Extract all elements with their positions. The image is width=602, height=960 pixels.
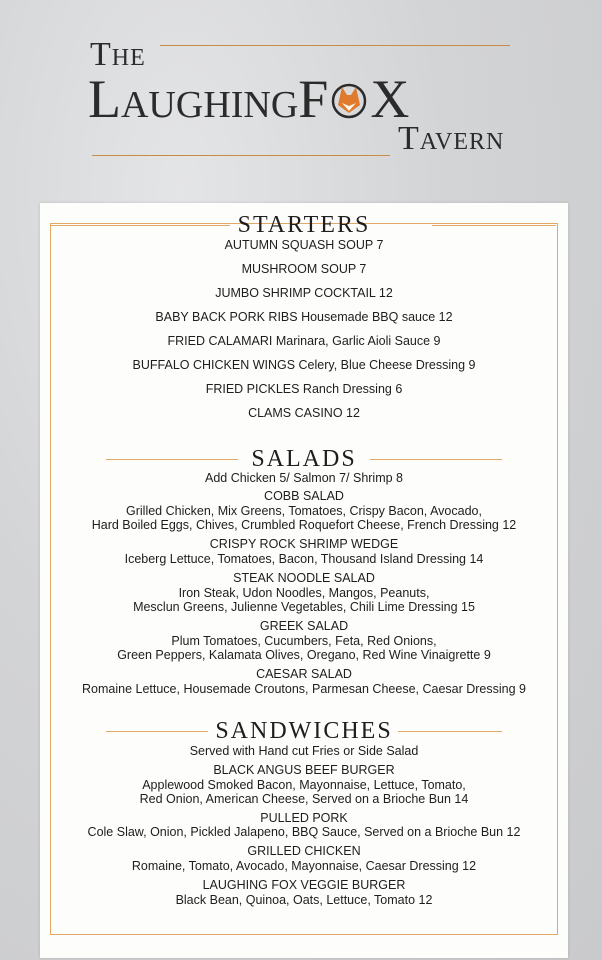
salad-name: GREEK SALAD: [259, 619, 349, 633]
sandwich-name: LAUGHING FOX VEGGIE BURGER: [202, 878, 406, 892]
sandwich-desc: Applewood Smoked Bacon, Mayonnaise, Lettuce, Tomato,: [142, 778, 466, 792]
sandwiches-side-note: Served with Hand cut Fries or Side Salad: [189, 744, 419, 758]
sandwich-name: GRILLED CHICKEN: [247, 844, 361, 858]
salads-addon-note: Add Chicken 5/ Salmon 7/ Shrimp 8: [204, 471, 404, 485]
sandwich-name: BLACK ANGUS BEEF BURGER: [213, 763, 395, 777]
salad-desc: Plum Tomatoes, Cucumbers, Feta, Red Onions,: [171, 634, 437, 648]
salad-name: CRISPY ROCK SHRIMP WEDGE: [209, 537, 399, 551]
salad-desc: Iceberg Lettuce, Tomatoes, Bacon, Thousand Island Dressing 14: [124, 552, 484, 566]
starter-item: AUTUMN SQUASH SOUP 7: [224, 238, 384, 252]
sandwich-desc: Red Onion, American Cheese, Served on a Brioche Bun 14: [139, 792, 469, 806]
logo-tavern: Tavern: [398, 120, 505, 157]
sandwich-desc: Black Bean, Quinoa, Oats, Lettuce, Tomato 12: [175, 893, 433, 907]
salads-heading: SALADS: [251, 446, 357, 472]
starter-item: BUFFALO CHICKEN WINGS Celery, Blue Cheese Dressing 9: [132, 358, 476, 372]
salad-desc: Hard Boiled Eggs, Chives, Crumbled Roquefort Cheese, French Dressing 12: [91, 518, 517, 532]
fox-head-icon: [328, 70, 370, 110]
starter-item: FRIED PICKLES Ranch Dressing 6: [205, 382, 403, 396]
logo-the: The: [90, 36, 146, 73]
starter-item: FRIED CALAMARI Marinara, Garlic Aioli Sauce 9: [167, 334, 441, 348]
salad-name: COBB SALAD: [264, 489, 344, 503]
salad-desc: Romaine Lettuce, Housemade Croutons, Parmesan Cheese, Caesar Dressing 9: [82, 682, 526, 696]
starter-item: BABY BACK PORK RIBS Housemade BBQ sauce 12: [155, 310, 453, 324]
sandwich-desc: Romaine, Tomato, Avocado, Mayonnaise, Caesar Dressing 12: [131, 859, 477, 873]
starter-item: CLAMS CASINO 12: [248, 406, 360, 420]
logo-top-rule: [160, 45, 510, 46]
logo-bottom-rule: [92, 155, 390, 156]
logo-laughing-text: LaughingF: [88, 69, 329, 129]
salad-name: STEAK NOODLE SALAD: [233, 571, 375, 585]
salad-desc: Iron Steak, Udon Noodles, Mangos, Peanuts,: [178, 586, 430, 600]
logo-laughing-fox: [88, 68, 409, 130]
starters-heading: STARTERS: [237, 212, 371, 238]
menu-card: [40, 203, 568, 958]
tavern-logo: [0, 0, 602, 190]
sandwiches-heading: SANDWICHES: [215, 718, 393, 744]
salad-name: CAESAR SALAD: [256, 667, 352, 681]
starter-item: JUMBO SHRIMP COCKTAIL 12: [215, 286, 393, 300]
salad-desc: Green Peppers, Kalamata Olives, Oregano, Red Wine Vinaigrette 9: [117, 648, 491, 662]
sandwich-name: PULLED PORK: [260, 811, 348, 825]
logo-x-letter: X: [370, 69, 410, 129]
salad-desc: Grilled Chicken, Mix Greens, Tomatoes, Crispy Bacon, Avocado,: [126, 504, 482, 518]
salad-desc: Mesclun Greens, Julienne Vegetables, Chili Lime Dressing 15: [133, 600, 475, 614]
sandwich-desc: Cole Slaw, Onion, Pickled Jalapeno, BBQ Sauce, Served on a Brioche Bun 12: [87, 825, 521, 839]
starter-item: MUSHROOM SOUP 7: [241, 262, 367, 276]
